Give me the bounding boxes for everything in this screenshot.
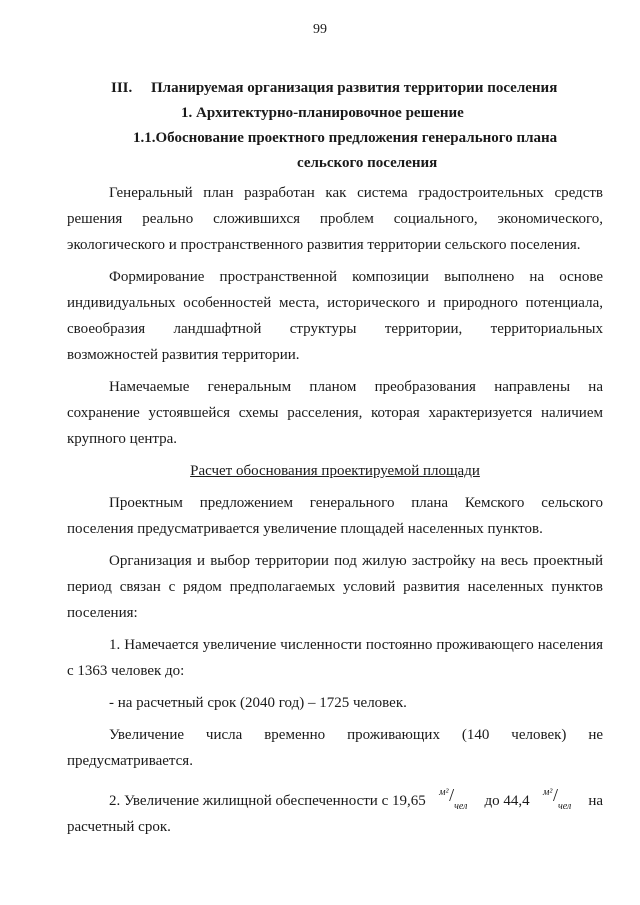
body-text bbox=[67, 180, 603, 840]
unit-fraction: м² / чел bbox=[439, 788, 471, 808]
text-line: своеобразия ландшафтной структуры территории, территориальных bbox=[67, 321, 603, 337]
text-line: Формирование пространственной композиции выполнено на основе bbox=[109, 269, 603, 285]
unit-numerator: м² bbox=[439, 787, 449, 798]
item2-text-start: 2. Увеличение жилищной обеспеченности с 19,65 bbox=[109, 793, 426, 809]
text-line: поселения: bbox=[67, 605, 138, 621]
list-item-1 bbox=[67, 632, 603, 684]
text-line bbox=[67, 785, 603, 814]
text-line: расчетный срок. bbox=[67, 819, 171, 835]
text-line: Увеличение числа временно проживающих (140 человек) не bbox=[109, 727, 603, 743]
unit-numerator: м² bbox=[542, 787, 553, 798]
text-line: с 1363 человек до: bbox=[67, 663, 185, 679]
paragraph-4 bbox=[67, 490, 603, 542]
text-line: предусматривается. bbox=[67, 753, 193, 769]
text-line: возможностей развития территории. bbox=[67, 347, 300, 363]
headings bbox=[0, 76, 640, 176]
subsubsection-heading-cont: сельского поселения bbox=[297, 155, 438, 171]
text-line: период связан с рядом предполагаемых условий развития населенных пунктов bbox=[67, 579, 603, 595]
text-line: сохранение устоявшейся схемы расселения, которая характеризуется наличием bbox=[67, 405, 603, 421]
text-line: Проектным предложением генерального плана Кемского сельского bbox=[109, 495, 603, 511]
section-number: III. bbox=[111, 80, 133, 96]
section-heading bbox=[111, 76, 640, 101]
unit-denominator: чел bbox=[557, 801, 572, 812]
unit-fraction: м² / чел bbox=[543, 788, 575, 808]
item2-text-end: на bbox=[588, 793, 603, 809]
paragraph-1 bbox=[67, 180, 603, 258]
list-item-1-sub: - на расчетный срок (2040 год) – 1725 человек. bbox=[109, 695, 407, 711]
calculation-subheading: Расчет обоснования проектируемой площади bbox=[190, 463, 480, 479]
list-item-1-note bbox=[67, 722, 603, 774]
section-title: Планируемая организация развития территории поселения bbox=[151, 80, 558, 96]
page-number: 99 bbox=[313, 22, 327, 37]
text-line: экологического и пространственного развития территории сельского поселения. bbox=[67, 237, 581, 253]
text-line: Генеральный план разработан как система градостроительных средств bbox=[109, 185, 603, 201]
text-line: 1. Намечается увеличение численности постоянно проживающего населения bbox=[109, 637, 603, 653]
subsection-heading: 1. Архитектурно-планировочное решение bbox=[181, 105, 464, 121]
item2-text-mid: до 44,4 bbox=[484, 793, 530, 809]
text-line: Намечаемые генеральным планом преобразования направлены на bbox=[109, 379, 603, 395]
paragraph-3 bbox=[67, 374, 603, 452]
text-line: поселения предусматривается увеличение площадей населенных пунктов. bbox=[67, 521, 543, 537]
text-line: решения реально сложившихся проблем социального, экономического, bbox=[67, 211, 603, 227]
paragraph-2 bbox=[67, 264, 603, 368]
list-item-2 bbox=[67, 785, 603, 840]
text-line: крупного центра. bbox=[67, 431, 178, 447]
text-line: индивидуальных особенностей места, исторического и природного потенциала, bbox=[67, 295, 603, 311]
subsubsection-heading: 1.1.Обоснование проектного предложения генерального плана bbox=[133, 130, 558, 146]
paragraph-5 bbox=[67, 548, 603, 626]
text-line: Организация и выбор территории под жилую застройку на весь проектный bbox=[109, 553, 603, 569]
unit-denominator: чел bbox=[454, 801, 468, 812]
